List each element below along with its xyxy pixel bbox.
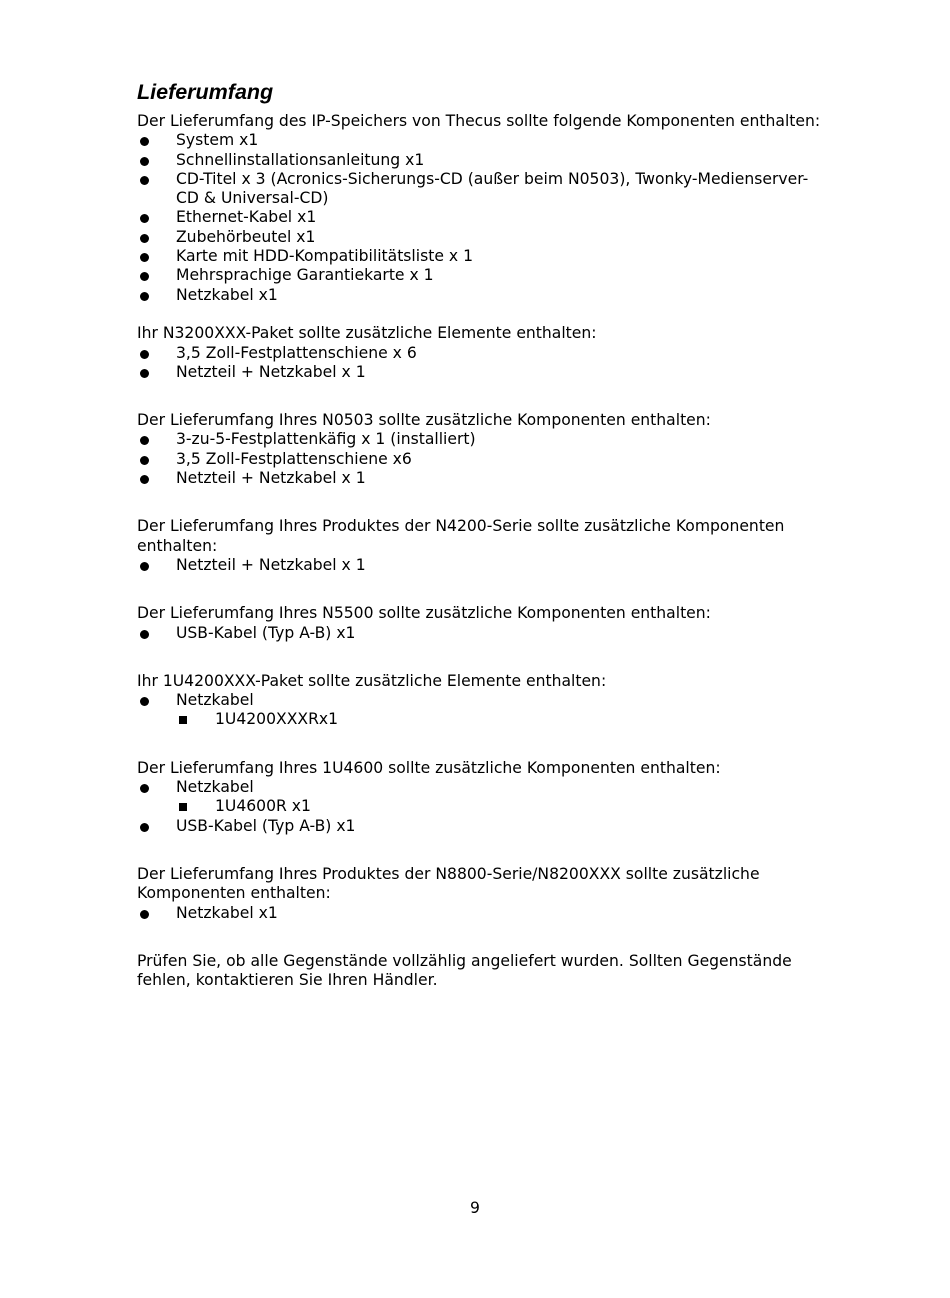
list-item-text: System x1	[176, 131, 259, 150]
sub-item-list	[176, 710, 827, 729]
list-item-text: Schnellinstallationsanleitung x1	[176, 150, 425, 169]
item-list	[137, 624, 827, 643]
list-item-text: USB-Kabel (Typ A-B) x1	[176, 816, 356, 835]
list-item	[137, 286, 827, 305]
content-section	[137, 672, 827, 730]
square-bullet-icon	[179, 716, 187, 724]
bullet-icon	[140, 456, 149, 465]
bullet-icon	[140, 910, 149, 919]
section-intro: Der Lieferumfang Ihres Produktes der N4200-Serie sollte zusätzliche Komponenten enthalten:	[137, 517, 785, 555]
list-item	[137, 430, 827, 449]
sub-list-item-text: 1U4600R x1	[215, 797, 311, 816]
list-item	[137, 247, 827, 266]
list-item-text: Netzteil + Netzkabel x 1	[176, 469, 366, 488]
bullet-icon	[140, 137, 149, 146]
section-intro: Ihr N3200XXX-Paket sollte zusätzliche Elemente enthalten:	[137, 324, 597, 343]
section-intro: Der Lieferumfang Ihres 1U4600 sollte zusätzliche Komponenten enthalten:	[137, 758, 721, 777]
list-item-text: Netzteil + Netzkabel x 1	[176, 362, 366, 381]
sub-list-item	[176, 797, 827, 816]
bullet-icon	[140, 697, 149, 706]
item-list	[137, 778, 827, 836]
item-list	[137, 344, 827, 383]
bullet-icon	[140, 369, 149, 378]
list-item-text: Karte mit HDD-Kompatibilitätsliste x 1	[176, 247, 473, 266]
item-list	[137, 556, 827, 575]
content-section	[137, 517, 827, 575]
sub-list-item-text: 1U4200XXXRx1	[215, 710, 339, 729]
bullet-icon	[140, 350, 149, 359]
list-item-text: 3,5 Zoll-Festplattenschiene x 6	[176, 343, 417, 362]
list-item-text: Netzkabel	[176, 691, 254, 710]
bullet-icon	[140, 176, 149, 185]
sub-list-item	[176, 710, 827, 729]
list-item-text: Zubehörbeutel x1	[176, 227, 316, 246]
bullet-icon	[140, 436, 149, 445]
section-intro: Der Lieferumfang Ihres N0503 sollte zusätzliche Komponenten enthalten:	[137, 411, 711, 430]
page-number: 9	[470, 1199, 480, 1217]
section-intro: Der Lieferumfang Ihres N5500 sollte zusätzliche Komponenten enthalten:	[137, 604, 711, 623]
list-item-text: CD-Titel x 3 (Acronics-Sicherungs-CD (außer beim N0503), Twonky-Medienserver-CD & Universal-CD)	[176, 169, 809, 208]
list-item	[137, 778, 827, 817]
list-item	[137, 904, 827, 923]
list-item	[137, 344, 827, 363]
list-item	[137, 151, 827, 170]
list-item	[137, 817, 827, 836]
section-heading: Lieferumfang	[137, 80, 274, 104]
list-item-text: Netzkabel x1	[176, 903, 278, 922]
content-section	[137, 604, 827, 643]
bullet-icon	[140, 214, 149, 223]
bullet-icon	[140, 562, 149, 571]
item-list	[137, 430, 827, 488]
list-item	[137, 624, 827, 643]
list-item	[137, 228, 827, 247]
item-list	[137, 131, 827, 305]
bullet-icon	[140, 234, 149, 243]
section-intro: Der Lieferumfang Ihres Produktes der N8800-Serie/N8200XXX sollte zusätzliche Komponenten enthalten:	[137, 864, 760, 903]
item-list	[137, 904, 827, 923]
content-section	[137, 411, 827, 488]
list-item	[137, 170, 827, 209]
list-item	[137, 266, 827, 285]
item-list	[137, 691, 827, 730]
section-intro: Ihr 1U4200XXX-Paket sollte zusätzliche Elemente enthalten:	[137, 671, 607, 690]
list-item	[137, 556, 827, 575]
list-item-text: Netzkabel x1	[176, 285, 278, 304]
bullet-icon	[140, 823, 149, 832]
content-section	[137, 865, 827, 923]
list-item	[137, 450, 827, 469]
content-section	[137, 759, 827, 836]
list-item	[137, 131, 827, 150]
bullet-icon	[140, 253, 149, 262]
bullet-icon	[140, 157, 149, 166]
list-item-text: Netzkabel	[176, 778, 254, 797]
list-item-text: USB-Kabel (Typ A-B) x1	[176, 623, 356, 642]
bullet-icon	[140, 475, 149, 484]
list-item	[137, 363, 827, 382]
list-item-text: 3,5 Zoll-Festplattenschiene x6	[176, 449, 412, 468]
list-item-text: Ethernet-Kabel x1	[176, 208, 317, 227]
section-intro: Der Lieferumfang des IP-Speichers von Thecus sollte folgende Komponenten enthalten:	[137, 112, 821, 130]
sections-container	[137, 112, 827, 923]
content-section	[137, 112, 827, 305]
bullet-icon	[140, 272, 149, 281]
list-item-text: 3-zu-5-Festplattenkäfig x 1 (installiert)	[176, 430, 476, 449]
sub-item-list	[176, 797, 827, 816]
square-bullet-icon	[179, 803, 187, 811]
bullet-icon	[140, 784, 149, 793]
bullet-icon	[140, 292, 149, 301]
list-item-text: Mehrsprachige Garantiekarte x 1	[176, 266, 434, 285]
list-item	[137, 208, 827, 227]
list-item-text: Netzteil + Netzkabel x 1	[176, 555, 366, 574]
list-item	[137, 469, 827, 488]
closing-paragraph: Prüfen Sie, ob alle Gegenstände vollzählig angeliefert wurden. Sollten Gegenstände fehlen, kontaktieren Sie Ihren Händler.	[137, 951, 792, 990]
content-body	[137, 112, 827, 990]
list-item	[137, 691, 827, 730]
bullet-icon	[140, 630, 149, 639]
content-section	[137, 324, 827, 382]
